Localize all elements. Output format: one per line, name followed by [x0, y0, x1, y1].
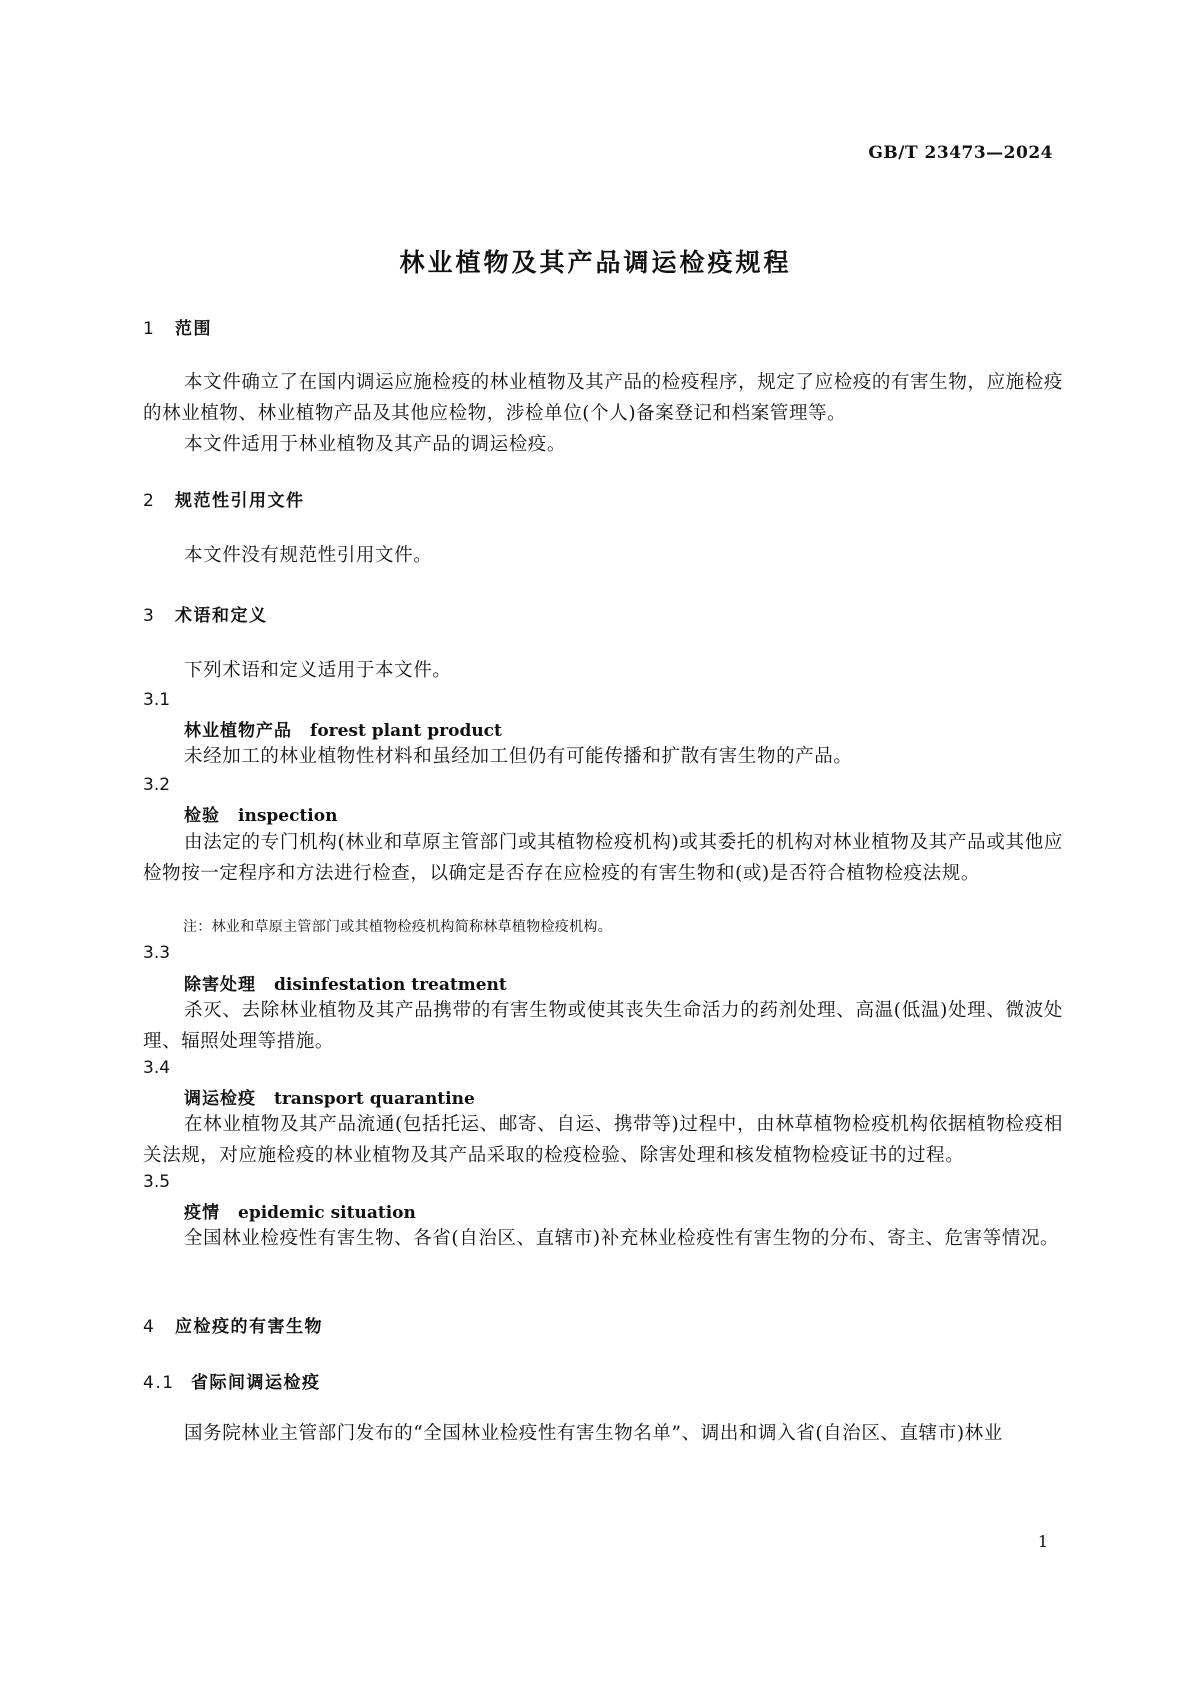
section-title: 规范性引用文件: [175, 491, 305, 511]
term-entry: [184, 1084, 475, 1109]
page-number: 1: [1037, 1532, 1048, 1551]
section-2-body: [143, 540, 1063, 571]
section-1-body: [143, 367, 1063, 460]
term-entry: [184, 801, 337, 826]
term-zh: 疫情: [184, 1203, 220, 1223]
paragraph: 本文件没有规范性引用文件。: [184, 545, 433, 566]
term-en: forest plant product: [310, 721, 502, 741]
term-zh: 检验: [184, 806, 220, 826]
term-definition: [143, 827, 1063, 889]
paragraph: 国务院林业主管部门发布的“全国林业检疫性有害生物名单”、调出和调入省(自治区、直辖市)林业: [184, 1423, 1003, 1444]
paragraph: 由法定的专门机构(林业和草原主管部门或其植物检疫机构)或其委托的机构对林业植物及其产品或其他应检物按一定程序和方法进行检查，以确定是否存在应检疫的有害生物和(或)是否符合植物检疫法规。: [143, 832, 1063, 884]
paragraph: 在林业植物及其产品流通(包括托运、邮寄、自运、携带等)过程中，由林草植物检疫机构依据植物检疫相关法规，对应施检疫的林业植物及其产品采取的检疫检验、除害处理和核发植物检疫证书的过程。: [143, 1114, 1063, 1166]
section-number: 4.1: [143, 1373, 175, 1393]
section-number: 4: [143, 1317, 156, 1337]
paragraph: 未经加工的林业植物性材料和虽经加工但仍有可能传播和扩散有害生物的产品。: [184, 746, 853, 767]
term-number: 3.1: [143, 690, 171, 710]
section-3-heading: [143, 601, 268, 626]
term-note: 注：林业和草原主管部门或其植物检疫机构简称林草植物检疫机构。: [183, 919, 612, 935]
term-number: 3.3: [143, 943, 171, 963]
section-title: 范围: [175, 319, 212, 339]
term-number: 3.5: [143, 1172, 171, 1192]
section-number: 1: [143, 319, 156, 339]
term-number: 3.2: [143, 775, 171, 795]
section-number: 2: [143, 491, 156, 511]
term-definition: [143, 741, 1063, 772]
section-number: 3: [143, 606, 156, 626]
section-3-intro: [143, 655, 1063, 686]
term-en: disinfestation treatment: [274, 975, 507, 995]
section-title: 省际间调运检疫: [191, 1373, 321, 1393]
term-en: inspection: [238, 806, 338, 826]
term-definition: [143, 1223, 1063, 1254]
subsection-4-1-body: [143, 1418, 1063, 1449]
section-title: 术语和定义: [175, 606, 268, 626]
term-zh: 除害处理: [184, 975, 256, 995]
section-1-heading: [143, 314, 212, 339]
term-number: 3.4: [143, 1058, 171, 1078]
term-entry: [184, 716, 502, 741]
term-entry: [184, 970, 507, 995]
section-2-heading: [143, 486, 305, 511]
section-title: 应检疫的有害生物: [175, 1317, 323, 1337]
term-definition: [143, 995, 1063, 1057]
term-zh: 调运检疫: [184, 1089, 256, 1109]
paragraph: 本文件确立了在国内调运应施检疫的林业植物及其产品的检疫程序，规定了应检疫的有害生物，应施检疫的林业植物、林业植物产品及其他应检物，涉检单位(个人)备案登记和档案管理等。: [143, 372, 1063, 424]
paragraph: 杀灭、去除林业植物及其产品携带的有害生物或使其丧失生命活力的药剂处理、高温(低温)处理、微波处理、辐照处理等措施。: [143, 1000, 1063, 1052]
paragraph: 本文件适用于林业植物及其产品的调运检疫。: [184, 434, 567, 455]
paragraph: 下列术语和定义适用于本文件。: [184, 660, 452, 681]
term-en: epidemic situation: [238, 1203, 416, 1223]
section-4-heading: [143, 1312, 323, 1337]
term-en: transport quarantine: [274, 1089, 475, 1109]
subsection-4-1-heading: [143, 1368, 321, 1393]
term-entry: [184, 1198, 416, 1223]
standard-code: GB/T 23473—2024: [868, 143, 1053, 163]
paragraph: 全国林业检疫性有害生物、各省(自治区、直辖市)补充林业检疫性有害生物的分布、寄主、危害等情况。: [184, 1228, 1060, 1249]
term-definition: [143, 1109, 1063, 1171]
term-zh: 林业植物产品: [184, 721, 292, 741]
document-title: 林业植物及其产品调运检疫规程: [399, 248, 792, 277]
